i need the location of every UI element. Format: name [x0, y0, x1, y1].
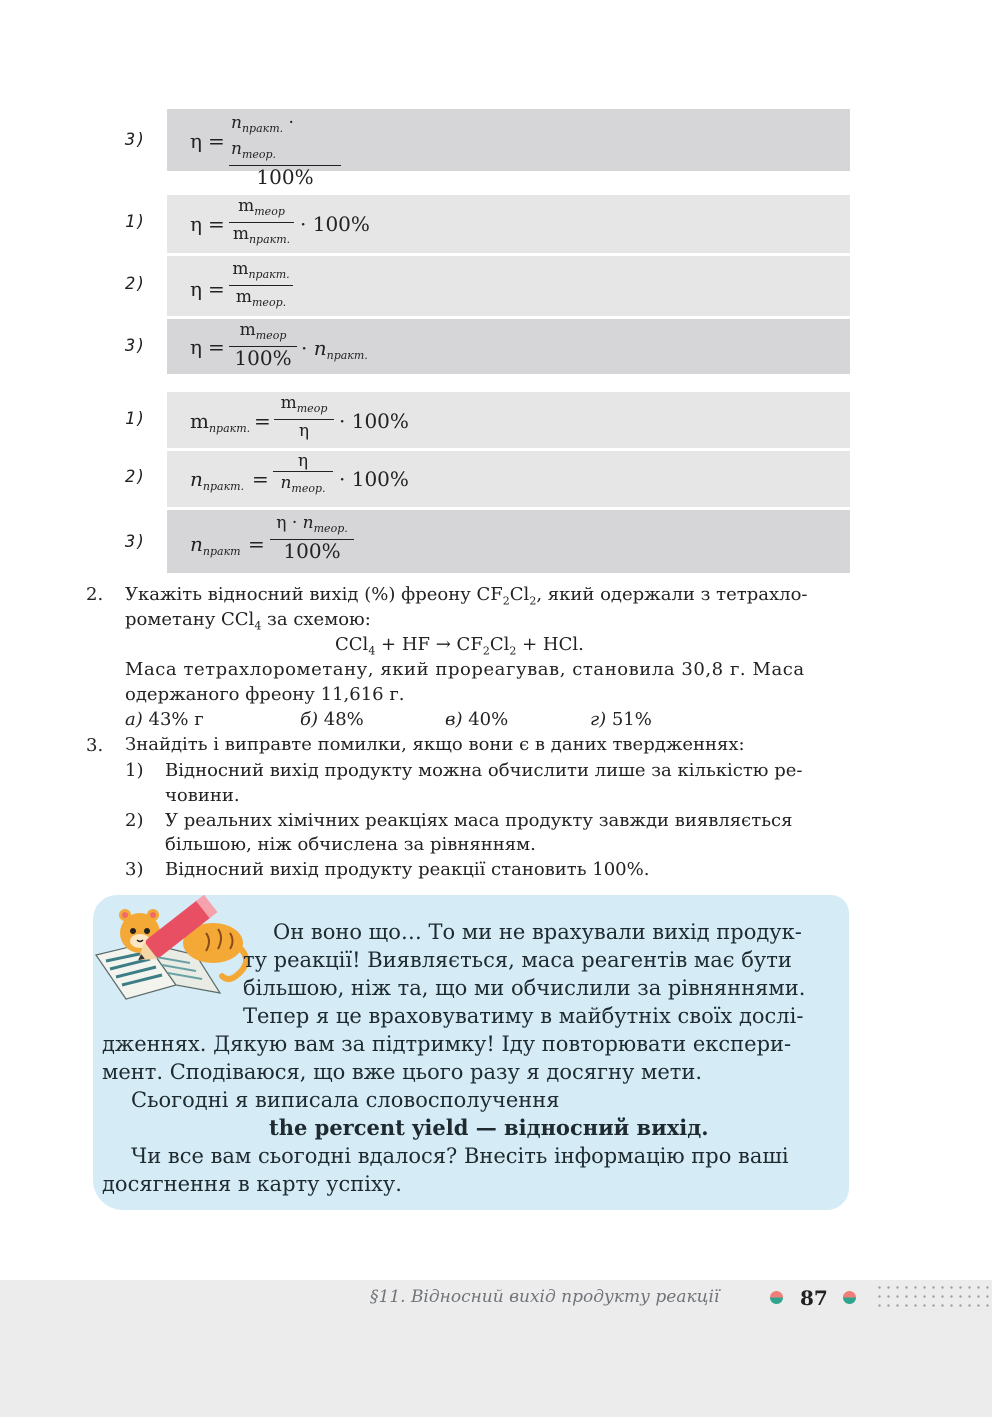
formula-lhs: $m_{практ.}$: [190, 409, 251, 435]
bubble-text: більшою, ніж та, що ми обчислили за рівняннями.: [243, 976, 806, 1000]
option-box: [167, 451, 850, 507]
equals-sign: =: [208, 212, 225, 236]
eta-symbol: η: [190, 212, 202, 236]
statement-text: більшою, ніж обчислена за рівнянням.: [165, 834, 536, 855]
task-text: рометану CCl$_4$ за схемою:: [125, 609, 371, 633]
option-label: 3): [125, 532, 146, 552]
dot-grid-decoration: [875, 1283, 992, 1311]
bubble-text: Чи все вам сьогодні вдалося? Внесіть інформацію про ваші: [131, 1144, 789, 1168]
bubble-text: Тепер я це враховуватиму в майбутніх своїх дослі-: [243, 1004, 804, 1028]
statement-number: 3): [125, 859, 144, 880]
bubble-text: досягнення в карту успіху.: [102, 1172, 402, 1196]
section-title: §11. Відносний вихід продукту реакції: [370, 1287, 720, 1307]
formula-fraction: $m_{теор}$ η: [274, 393, 334, 442]
statement-number: 2): [125, 810, 144, 831]
statement-text: Відносний вихід продукту реакції становить 100%.: [165, 859, 650, 880]
statement-text: човини.: [165, 785, 240, 806]
equals-sign: =: [252, 467, 269, 491]
answer-option: б) 48%: [300, 709, 364, 730]
bubble-text: ту реакції! Виявляється, маса реагентів має бути: [243, 948, 792, 972]
equals-sign: =: [208, 335, 225, 359]
bubble-text: Сьогодні я виписала словосполучення: [131, 1088, 560, 1112]
task-number: 3.: [86, 735, 104, 756]
formula-fraction: $m_{теор}$ $m_{практ.}$: [229, 196, 294, 251]
answer-option: в) 40%: [445, 709, 509, 730]
bubble-text: дженнях. Дякую вам за підтримку! Іду повторювати експери-: [102, 1032, 792, 1056]
formula-fraction: $n_{практ.} \cdot n_{теор.}$ 100%: [229, 113, 341, 188]
answer-option: г) 51%: [590, 709, 652, 730]
option-label: 1): [125, 212, 146, 232]
task-text: Укажіть відносний вихід (%) фреону $CF_2Cl_2$, який одержали з тетрахло-: [125, 584, 808, 608]
eta-symbol: η: [190, 129, 202, 153]
tiger-cub-icon: [88, 893, 258, 1003]
equals-sign: =: [254, 409, 271, 433]
answer-option: а) 43% г: [125, 709, 204, 730]
formula-tail: · $n_{практ.}$: [301, 336, 368, 362]
task-text: Маса тетрахлорометану, який прореагував, становила 30,8 г. Маса: [125, 659, 805, 680]
option-label: 2): [125, 274, 146, 294]
equals-sign: =: [248, 532, 265, 556]
formula-fraction: $\eta \cdot n_{теор.}$ 100%: [270, 513, 354, 562]
equals-sign: =: [208, 129, 225, 153]
statement-text: У реальних хімічних реакціях маса продукту завжди виявляється: [165, 810, 793, 831]
reaction-equation: CCl$_4$ + HF → $CF_2Cl_2$ + HCl.: [335, 634, 584, 658]
bubble-text: мент. Сподіваюся, що вже цього разу я досягну мети.: [102, 1060, 703, 1084]
eta-symbol: η: [190, 335, 202, 359]
key-term: the percent yield — відносний вихід.: [269, 1115, 709, 1140]
option-label: 1): [125, 409, 146, 429]
task-text: Знайдіть і виправте помилки, якщо вони є в даних твердженнях:: [125, 734, 745, 755]
formula-tail: · 100%: [339, 409, 409, 433]
equals-sign: =: [208, 277, 225, 301]
formula-lhs: $n_{практ}$: [190, 532, 241, 558]
statement-text: Відносний вихід продукту можна обчислити лише за кількістю ре-: [165, 760, 803, 781]
eta-symbol: η: [190, 277, 202, 301]
option-label: 3): [125, 336, 146, 356]
task-text: одержаного фреону 11,616 г.: [125, 684, 405, 705]
option-label: 3): [125, 130, 146, 150]
formula-fraction: $m_{практ.}$ $m_{теор.}$: [229, 259, 293, 314]
page-number: 87: [800, 1286, 828, 1310]
task-number: 2.: [86, 584, 104, 605]
statement-number: 1): [125, 760, 144, 781]
formula-fraction: η $n_{теор.}$: [273, 451, 333, 500]
pink-dot-icon: [843, 1291, 856, 1304]
option-label: 2): [125, 467, 146, 487]
formula-tail: · 100%: [300, 212, 370, 236]
formula-fraction: $m_{теор}$ 100%: [229, 320, 297, 369]
formula-tail: · 100%: [339, 467, 409, 491]
formula-lhs: $n_{практ.}$: [190, 467, 245, 493]
pink-dot-icon: [770, 1291, 783, 1304]
bubble-text: Он воно що… То ми не врахували вихід продук-: [273, 920, 802, 944]
